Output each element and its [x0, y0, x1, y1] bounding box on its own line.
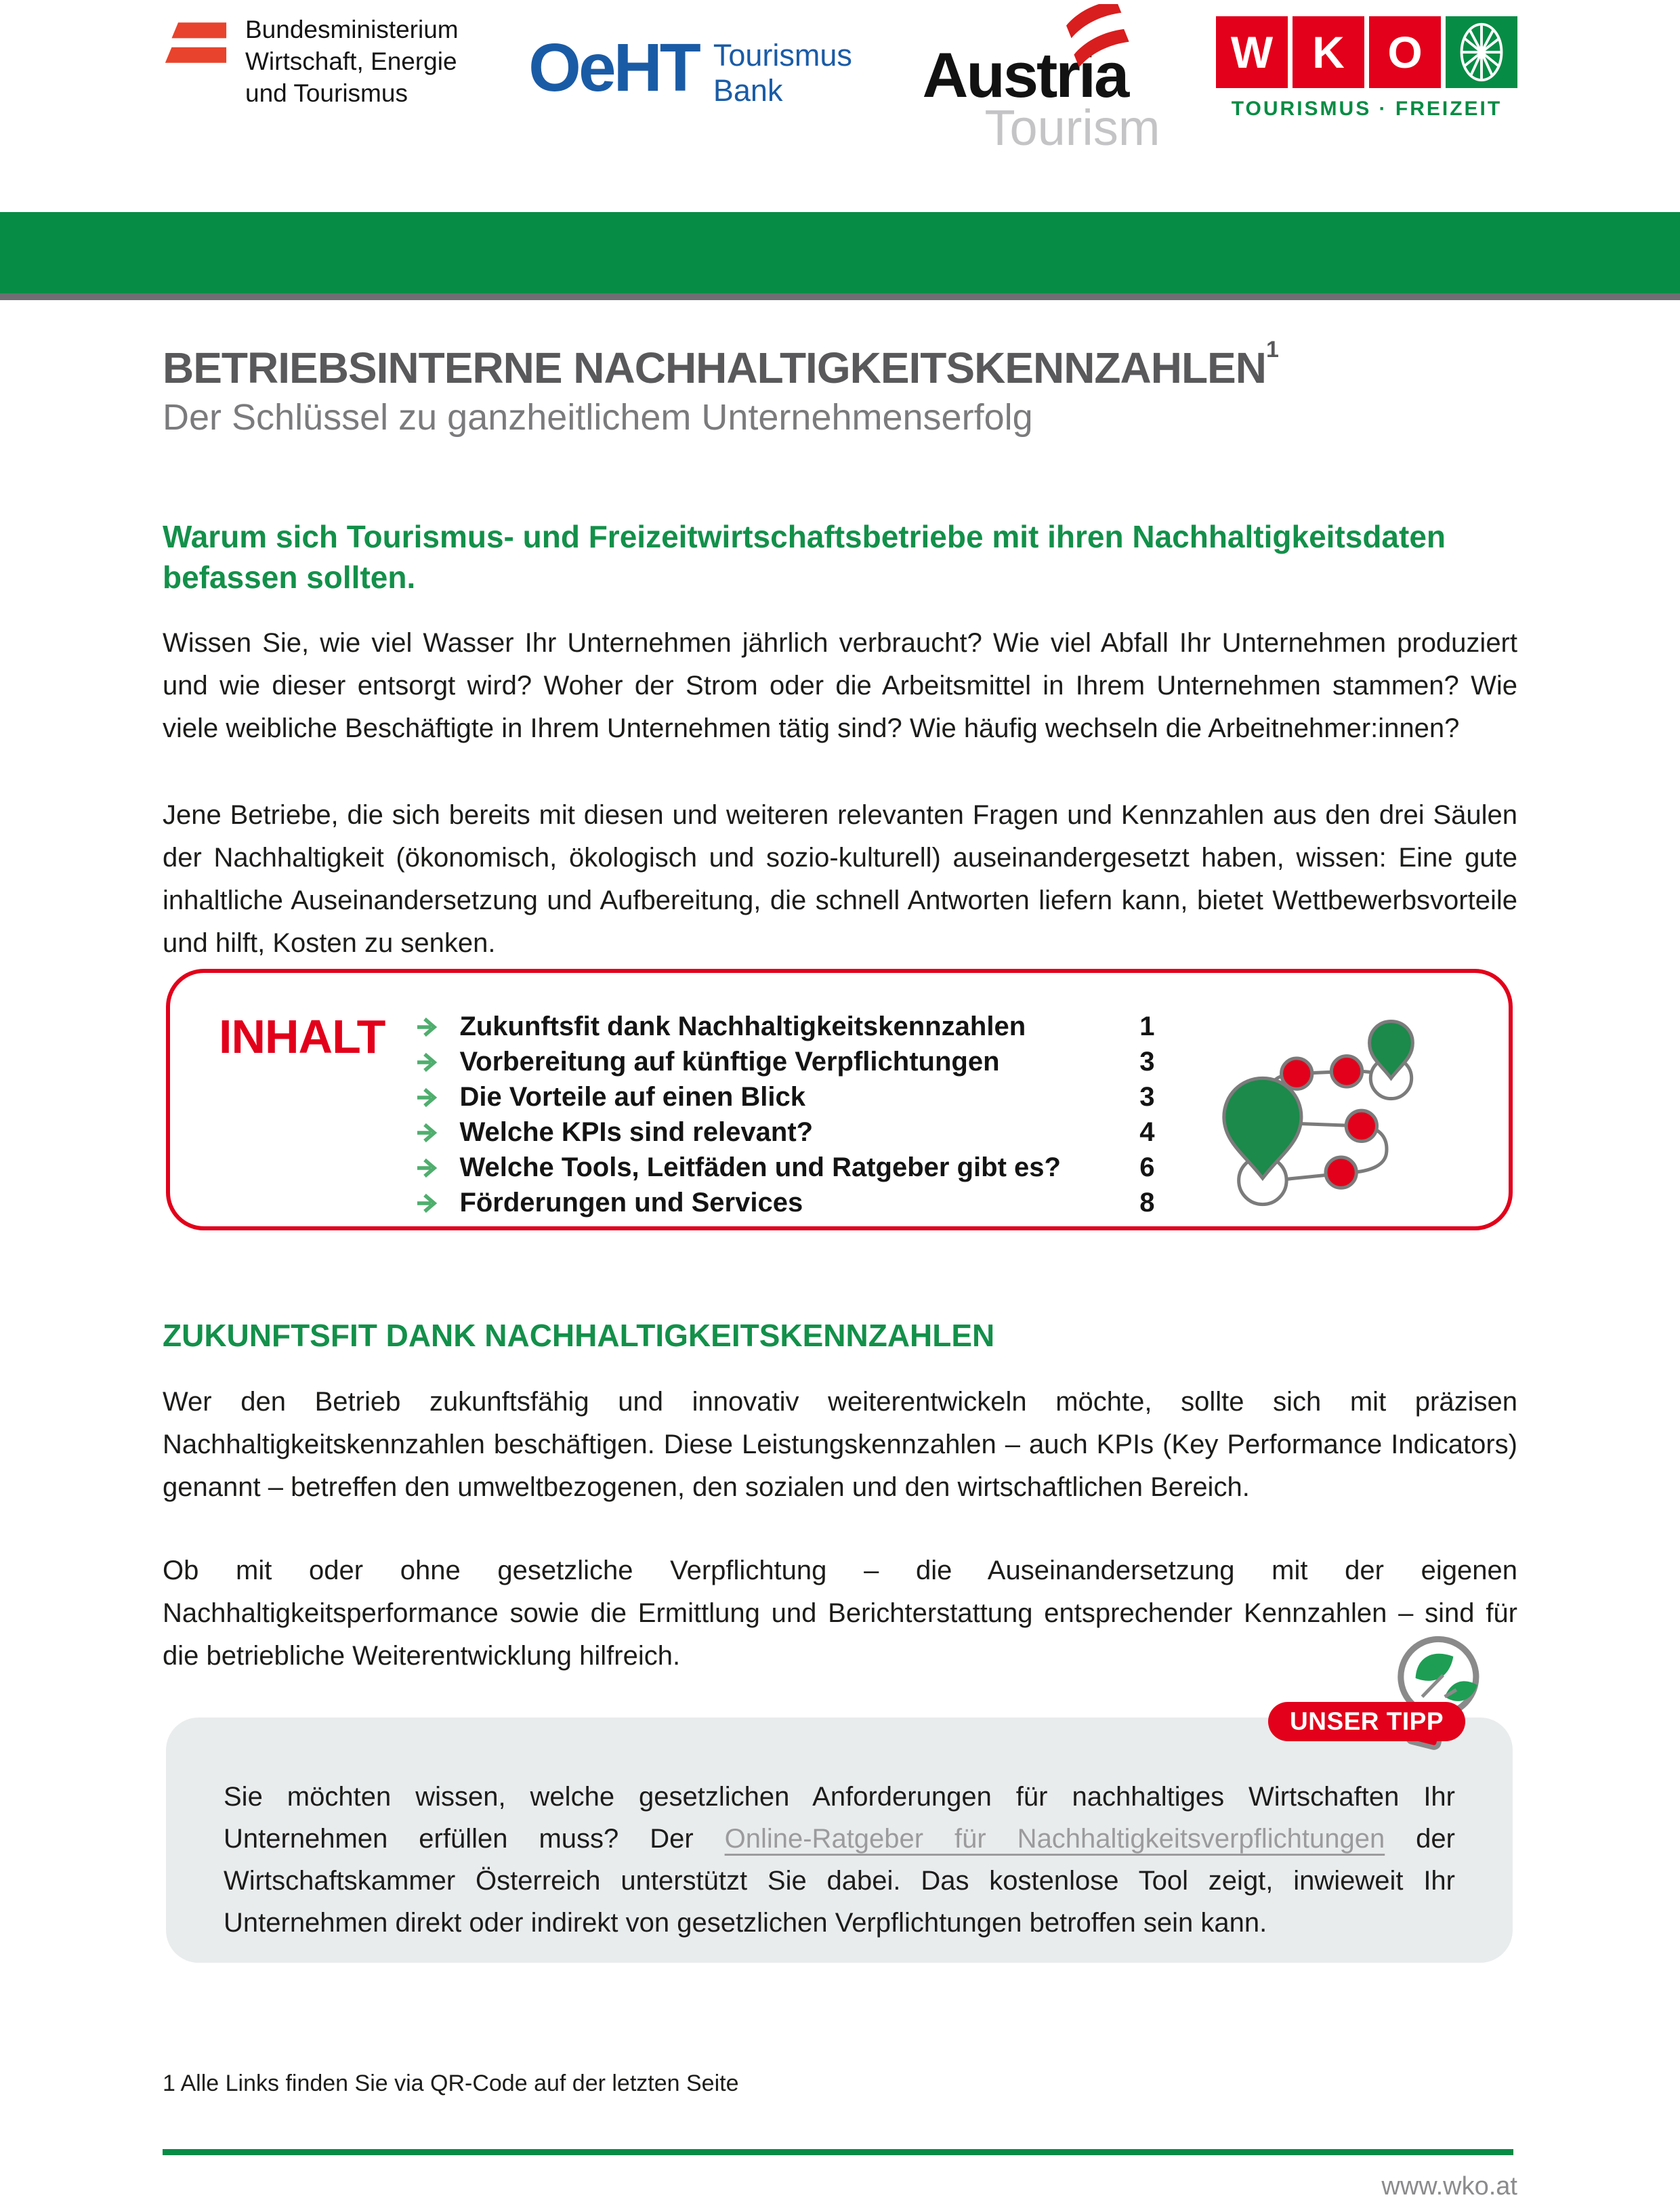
austrian-flag-ribbon-icon — [1059, 4, 1133, 75]
austria-descriptor: Tourism — [984, 100, 1160, 156]
austrian-flag-icon — [163, 18, 228, 69]
arrow-right-icon — [415, 1119, 440, 1145]
toc-entry[interactable] — [415, 1046, 1154, 1077]
toc-entry[interactable] — [415, 1117, 1154, 1148]
toc-entry-page: 3 — [1139, 1081, 1155, 1112]
austria-tourism-logo — [922, 8, 1160, 156]
page-title-text: BETRIEBSINTERNE NACHHALTIGKEITSKENNZAHLEN — [163, 344, 1266, 392]
toc-entry[interactable] — [415, 1187, 1154, 1218]
green-header-band — [0, 212, 1680, 300]
arrow-right-icon — [415, 1014, 440, 1039]
wko-letter-square: K — [1293, 16, 1364, 88]
toc-title: INHALT — [219, 1010, 385, 1063]
toc-entry-label: Vorbereitung auf künftige Verpflichtungen — [459, 1046, 1000, 1077]
website-url[interactable]: www.wko.at — [1381, 2172, 1517, 2201]
austria-wordmark: Austria — [922, 39, 1128, 110]
toc-entry-page: 8 — [1139, 1187, 1155, 1218]
ministry-line: Wirtschaft, Energie — [245, 47, 457, 75]
arrow-right-icon — [415, 1084, 440, 1110]
tip-text-after: der Wirtschaftskammer Österreich unterstützt Sie dabei. Das kostenlose Tool zeigt, inwieweit Ihr Unternehmen direkt oder indirekt von gesetzlichen Verpflichtungen betroffen sein kann. — [224, 1824, 1455, 1938]
oht-descriptor-line: Tourismus — [713, 38, 852, 72]
footer-divider — [163, 2149, 1513, 2155]
intro-paragraph-2: Jene Betriebe, die sich bereits mit diesen und weiteren relevanten Fragen und Kennzahlen aus den drei Säulen der Nachhaltigkeit (ökonomisch, ökologisch und sozio-kulturell) auseinandergesetzt haben, wissen: Eine gute inhaltliche Auseinandersetzung und Aufbereitung, die schnell Antworten liefern kann, bietet Wettbewerbsvorteile und hilft, Kosten zu senken. — [163, 800, 1517, 958]
toc-entry-label: Die Vorteile auf einen Blick — [459, 1081, 805, 1112]
wko-sun-icon — [1446, 16, 1517, 88]
toc-list — [415, 1011, 1155, 1218]
intro-paragraph-1: Wissen Sie, wie viel Wasser Ihr Unternehmen jährlich verbraucht? Wie viel Abfall Ihr Unternehmen produziert und wie dieser entsorgt wird? Woher der Strom oder die Arbeitsmittel in Ihrem Unternehmen stammen? Wie viele weibliche Beschäftigte in Ihrem Unternehmen tätig sind? Wie häufig wechseln die Arbeitnehmer:innen? — [163, 628, 1517, 743]
toc-entry-label: Welche Tools, Leitfäden und Ratgeber gibt es? — [459, 1152, 1061, 1182]
toc-entry[interactable] — [415, 1081, 1154, 1112]
arrow-right-icon — [415, 1154, 440, 1180]
toc-entry-page: 1 — [1139, 1011, 1155, 1041]
ministry-line: Bundesministerium — [245, 16, 459, 43]
oht-wordmark: OeHT — [528, 30, 698, 106]
footnote-reference: 1 — [1265, 337, 1278, 362]
page-title — [163, 337, 1524, 393]
table-of-contents-box — [166, 969, 1513, 1230]
section-paragraph-2: Ob mit oder ohne gesetzliche Verpflichtung – die Auseinandersetzung mit der eigenen Nachhaltigkeitsperformance sowie die Ermittlung und Berichterstattung entsprechender Kennzahlen – sind für die betriebliche Weiterentwicklung hilfreich. — [163, 1556, 1517, 1671]
footnote: 1 Alle Links finden Sie via QR-Code auf der letzten Seite — [163, 2070, 739, 2096]
header-logos — [163, 8, 1517, 156]
wko-squares — [1216, 16, 1517, 88]
map-pin-large-icon — [1224, 1078, 1301, 1178]
tip-text-before: Sie möchten wissen, welche gesetzlichen Anforderungen für nachhaltiges Wirtschaften Ihr Unternehmen erfüllen muss? Der — [224, 1782, 1455, 1854]
wko-letter-square: W — [1216, 16, 1288, 88]
toc-entry-page: 6 — [1139, 1152, 1155, 1182]
page-subtitle: Der Schlüssel zu ganzheitlichem Unternehmenserfolg — [163, 397, 1033, 438]
oht-tourismusbank-logo — [528, 30, 852, 108]
toc-entry[interactable] — [415, 1011, 1154, 1042]
section-heading: ZUKUNFTSFIT DANK NACHHALTIGKEITSKENNZAHLEN — [163, 1318, 995, 1353]
oht-descriptor-line: Bank — [713, 73, 783, 108]
ministry-line: und Tourismus — [245, 79, 408, 107]
tip-badge — [1268, 1702, 1465, 1741]
toc-entry-label: Zukunftsfit dank Nachhaltigkeitskennzahlen — [459, 1011, 1026, 1041]
online-ratgeber-link[interactable]: Online-Ratgeber für Nachhaltigkeitsverpflichtungen — [724, 1824, 1385, 1854]
wko-letter-square: O — [1369, 16, 1441, 88]
toc-entry-label: Förderungen und Services — [459, 1187, 803, 1218]
intro-heading: Warum sich Tourismus- und Freizeitwirtschaftsbetriebe mit ihren Nachhaltigkeitsdaten befassen sollten. — [163, 519, 1446, 595]
section-paragraph-1: Wer den Betrieb zukunftsfähig und innovativ weiterentwickeln möchte, sollte sich mit präzisen Nachhaltigkeitskennzahlen beschäftigen. Diese Leistungskennzahlen – auch KPIs (Key Performance Indicators) genannt – betreffen den umweltbezogenen, den sozialen und den wirtschaftlichen Bereich. — [163, 1387, 1517, 1502]
wko-descriptor: TOURISMUS · FREIZEIT — [1231, 98, 1503, 120]
toc-entry-page: 3 — [1139, 1046, 1155, 1077]
arrow-right-icon — [415, 1190, 440, 1215]
wko-logo — [1216, 16, 1517, 121]
tip-text — [224, 1776, 1455, 1944]
toc-entry-page: 4 — [1139, 1117, 1155, 1147]
toc-entry-label: Welche KPIs sind relevant? — [459, 1117, 814, 1147]
oht-descriptor — [713, 38, 852, 108]
route-map-graphic — [1177, 1005, 1475, 1210]
ministry-logo — [163, 14, 459, 109]
tip-box — [166, 1718, 1513, 1963]
ministry-name — [245, 14, 459, 109]
arrow-right-icon — [415, 1049, 440, 1075]
toc-entry[interactable] — [415, 1152, 1154, 1183]
tip-badge-label: UNSER TIPP — [1290, 1707, 1444, 1735]
